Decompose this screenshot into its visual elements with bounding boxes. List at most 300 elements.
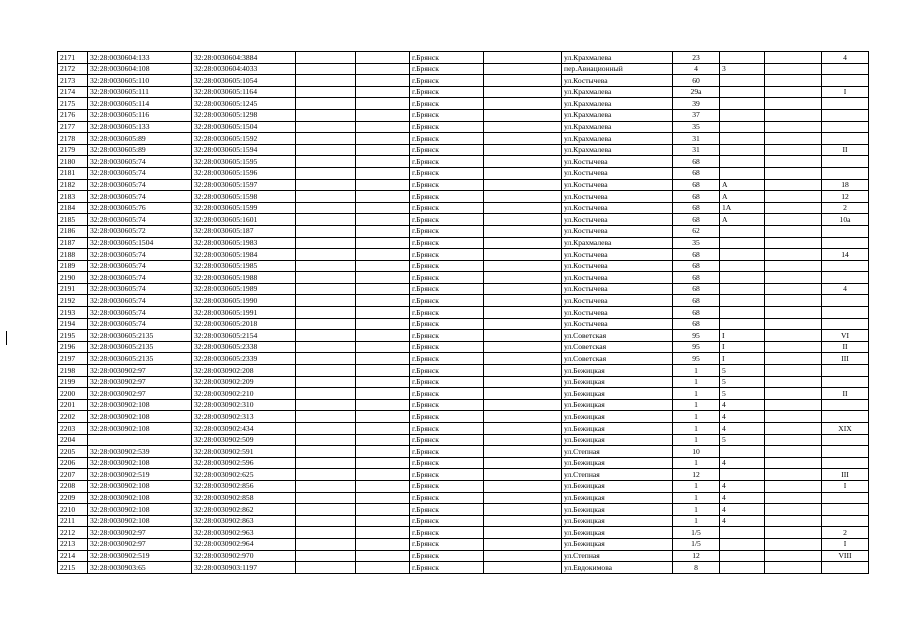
- row-number-cell: 2180: [58, 156, 88, 168]
- row-number-cell: 2182: [58, 179, 88, 191]
- table-row: [58, 550, 869, 562]
- city-cell: г.Брянск: [410, 237, 484, 249]
- empty-cell: [765, 341, 822, 353]
- parent-cadastral-number-cell: 32:28:0030605:74: [88, 167, 192, 179]
- parent-cadastral-number-cell: 32:28:0030605:1504: [88, 237, 192, 249]
- row-number-cell: 2194: [58, 318, 88, 330]
- city-cell: г.Брянск: [410, 133, 484, 145]
- premises-number-cell: [822, 492, 869, 504]
- premises-number-cell: VIII: [822, 550, 869, 562]
- street-cell: ул.Крахмалева: [562, 86, 673, 98]
- building-letter-cell: 5: [720, 434, 765, 446]
- cadastral-number-cell: 32:28:0030902:964: [192, 538, 296, 550]
- empty-cell: [356, 191, 410, 203]
- empty-cell: [296, 330, 356, 342]
- city-cell: г.Брянск: [410, 283, 484, 295]
- empty-cell: [484, 167, 562, 179]
- empty-cell: [296, 52, 356, 64]
- row-number-cell: 2192: [58, 295, 88, 307]
- empty-cell: [484, 156, 562, 168]
- cadastral-number-cell: 32:28:0030902:313: [192, 411, 296, 423]
- parent-cadastral-number-cell: 32:28:0030605:74: [88, 260, 192, 272]
- empty-cell: [765, 237, 822, 249]
- house-number-cell: 12: [673, 469, 720, 481]
- empty-cell: [296, 399, 356, 411]
- empty-cell: [765, 365, 822, 377]
- row-number-cell: 2189: [58, 260, 88, 272]
- empty-cell: [296, 109, 356, 121]
- street-cell: ул.Евдокимова: [562, 562, 673, 574]
- row-number-cell: 2197: [58, 353, 88, 365]
- table-row: [58, 399, 869, 411]
- empty-cell: [484, 480, 562, 492]
- empty-cell: [356, 388, 410, 400]
- table-row: [58, 492, 869, 504]
- empty-cell: [296, 492, 356, 504]
- building-letter-cell: 4: [720, 515, 765, 527]
- cadastral-number-cell: 32:28:0030902:863: [192, 515, 296, 527]
- empty-cell: [765, 307, 822, 319]
- table-row: [58, 330, 869, 342]
- house-number-cell: 1: [673, 480, 720, 492]
- house-number-cell: 68: [673, 156, 720, 168]
- table-body: [58, 52, 869, 574]
- empty-cell: [296, 562, 356, 574]
- empty-cell: [484, 550, 562, 562]
- street-cell: ул.Костычева: [562, 260, 673, 272]
- empty-cell: [296, 179, 356, 191]
- parent-cadastral-number-cell: 32:28:0030605:74: [88, 295, 192, 307]
- street-cell: ул.Крахмалева: [562, 52, 673, 64]
- parent-cadastral-number-cell: 32:28:0030902:108: [88, 504, 192, 516]
- premises-number-cell: [822, 504, 869, 516]
- premises-number-cell: [822, 156, 869, 168]
- cadastral-number-cell: 32:28:0030604:4033: [192, 63, 296, 75]
- row-number-cell: 2178: [58, 133, 88, 145]
- house-number-cell: 95: [673, 353, 720, 365]
- street-cell: ул.Бежицкая: [562, 538, 673, 550]
- house-number-cell: 1: [673, 492, 720, 504]
- empty-cell: [356, 52, 410, 64]
- parent-cadastral-number-cell: 32:28:0030604:108: [88, 63, 192, 75]
- row-number-cell: 2214: [58, 550, 88, 562]
- parent-cadastral-number-cell: 32:28:0030605:89: [88, 144, 192, 156]
- row-number-cell: 2201: [58, 399, 88, 411]
- city-cell: г.Брянск: [410, 63, 484, 75]
- empty-cell: [484, 121, 562, 133]
- street-cell: ул.Костычева: [562, 156, 673, 168]
- empty-cell: [765, 121, 822, 133]
- table-row: [58, 179, 869, 191]
- cadastral-number-cell: 32:28:0030902:310: [192, 399, 296, 411]
- empty-cell: [356, 504, 410, 516]
- house-number-cell: 1/5: [673, 538, 720, 550]
- empty-cell: [356, 318, 410, 330]
- street-cell: ул.Бежицкая: [562, 457, 673, 469]
- row-number-cell: 2199: [58, 376, 88, 388]
- city-cell: г.Брянск: [410, 260, 484, 272]
- empty-cell: [765, 376, 822, 388]
- parent-cadastral-number-cell: 32:28:0030902:97: [88, 365, 192, 377]
- empty-cell: [356, 423, 410, 435]
- empty-cell: [765, 133, 822, 145]
- table-row: [58, 376, 869, 388]
- table-row: [58, 133, 869, 145]
- premises-number-cell: [822, 515, 869, 527]
- parent-cadastral-number-cell: 32:28:0030903:65: [88, 562, 192, 574]
- empty-cell: [296, 260, 356, 272]
- cadastral-number-cell: 32:28:0030902:856: [192, 480, 296, 492]
- parent-cadastral-number-cell: 32:28:0030605:72: [88, 225, 192, 237]
- street-cell: ул.Бежицкая: [562, 515, 673, 527]
- table-row: [58, 538, 869, 550]
- empty-cell: [765, 156, 822, 168]
- row-number-cell: 2212: [58, 527, 88, 539]
- premises-number-cell: 10а: [822, 214, 869, 226]
- empty-cell: [356, 75, 410, 87]
- premises-number-cell: VI: [822, 330, 869, 342]
- row-number-cell: 2206: [58, 457, 88, 469]
- building-letter-cell: [720, 86, 765, 98]
- row-number-cell: 2210: [58, 504, 88, 516]
- empty-cell: [765, 260, 822, 272]
- table-row: [58, 562, 869, 574]
- house-number-cell: 10: [673, 446, 720, 458]
- house-number-cell: 1: [673, 388, 720, 400]
- cadastral-number-cell: 32:28:0030605:1504: [192, 121, 296, 133]
- city-cell: г.Брянск: [410, 144, 484, 156]
- building-letter-cell: 4: [720, 457, 765, 469]
- street-cell: ул.Бежицкая: [562, 411, 673, 423]
- parent-cadastral-number-cell: 32:28:0030902:519: [88, 550, 192, 562]
- empty-cell: [356, 527, 410, 539]
- street-cell: ул.Бежицкая: [562, 388, 673, 400]
- street-cell: ул.Степная: [562, 469, 673, 481]
- building-letter-cell: 4: [720, 492, 765, 504]
- table-row: [58, 272, 869, 284]
- city-cell: г.Брянск: [410, 550, 484, 562]
- city-cell: г.Брянск: [410, 318, 484, 330]
- empty-cell: [765, 492, 822, 504]
- street-cell: ул.Костычева: [562, 191, 673, 203]
- house-number-cell: 31: [673, 144, 720, 156]
- table-row: [58, 191, 869, 203]
- table-row: [58, 434, 869, 446]
- empty-cell: [296, 295, 356, 307]
- cadastral-number-cell: 32:28:0030605:1595: [192, 156, 296, 168]
- building-letter-cell: 4: [720, 504, 765, 516]
- building-letter-cell: I: [720, 353, 765, 365]
- street-cell: ул.Бежицкая: [562, 399, 673, 411]
- street-cell: ул.Степная: [562, 550, 673, 562]
- table-row: [58, 388, 869, 400]
- house-number-cell: 1: [673, 399, 720, 411]
- cadastral-number-cell: 32:28:0030605:1054: [192, 75, 296, 87]
- building-letter-cell: [720, 527, 765, 539]
- parent-cadastral-number-cell: 32:28:0030902:108: [88, 423, 192, 435]
- parent-cadastral-number-cell: 32:28:0030902:97: [88, 376, 192, 388]
- premises-number-cell: II: [822, 388, 869, 400]
- house-number-cell: 1: [673, 434, 720, 446]
- cadastral-number-cell: 32:28:0030902:208: [192, 365, 296, 377]
- building-letter-cell: [720, 167, 765, 179]
- empty-cell: [484, 225, 562, 237]
- building-letter-cell: 5: [720, 365, 765, 377]
- table-row: [58, 341, 869, 353]
- city-cell: г.Брянск: [410, 399, 484, 411]
- building-letter-cell: [720, 446, 765, 458]
- empty-cell: [765, 423, 822, 435]
- empty-cell: [484, 133, 562, 145]
- house-number-cell: 1: [673, 515, 720, 527]
- city-cell: г.Брянск: [410, 249, 484, 261]
- row-number-cell: 2184: [58, 202, 88, 214]
- house-number-cell: 37: [673, 109, 720, 121]
- premises-number-cell: [822, 295, 869, 307]
- house-number-cell: 68: [673, 283, 720, 295]
- empty-cell: [356, 515, 410, 527]
- parent-cadastral-number-cell: [88, 434, 192, 446]
- empty-cell: [296, 144, 356, 156]
- empty-cell: [765, 527, 822, 539]
- parent-cadastral-number-cell: 32:28:0030605:111: [88, 86, 192, 98]
- parent-cadastral-number-cell: 32:28:0030605:74: [88, 307, 192, 319]
- building-letter-cell: [720, 133, 765, 145]
- premises-number-cell: [822, 446, 869, 458]
- empty-cell: [356, 144, 410, 156]
- empty-cell: [296, 318, 356, 330]
- row-number-cell: 2186: [58, 225, 88, 237]
- street-cell: ул.Костычева: [562, 249, 673, 261]
- street-cell: ул.Бежицкая: [562, 434, 673, 446]
- empty-cell: [484, 388, 562, 400]
- city-cell: г.Брянск: [410, 527, 484, 539]
- empty-cell: [765, 504, 822, 516]
- street-cell: ул.Костычева: [562, 167, 673, 179]
- empty-cell: [296, 527, 356, 539]
- empty-cell: [765, 98, 822, 110]
- empty-cell: [296, 515, 356, 527]
- cadastral-number-cell: 32:28:0030902:591: [192, 446, 296, 458]
- empty-cell: [356, 376, 410, 388]
- premises-number-cell: II: [822, 341, 869, 353]
- premises-number-cell: [822, 75, 869, 87]
- cadastral-number-cell: 32:28:0030605:1990: [192, 295, 296, 307]
- empty-cell: [484, 446, 562, 458]
- house-number-cell: 29а: [673, 86, 720, 98]
- empty-cell: [484, 63, 562, 75]
- parent-cadastral-number-cell: 32:28:0030902:108: [88, 515, 192, 527]
- city-cell: г.Брянск: [410, 86, 484, 98]
- building-letter-cell: [720, 156, 765, 168]
- empty-cell: [296, 341, 356, 353]
- cadastral-number-cell: 32:28:0030605:2154: [192, 330, 296, 342]
- cadastral-number-cell: 32:28:0030605:1298: [192, 109, 296, 121]
- street-cell: ул.Советская: [562, 330, 673, 342]
- premises-number-cell: 2: [822, 202, 869, 214]
- empty-cell: [296, 353, 356, 365]
- city-cell: г.Брянск: [410, 411, 484, 423]
- street-cell: ул.Бежицкая: [562, 376, 673, 388]
- empty-cell: [484, 538, 562, 550]
- table-row: [58, 411, 869, 423]
- empty-cell: [296, 434, 356, 446]
- parent-cadastral-number-cell: 32:28:0030902:108: [88, 399, 192, 411]
- parent-cadastral-number-cell: 32:28:0030604:133: [88, 52, 192, 64]
- building-letter-cell: [720, 121, 765, 133]
- empty-cell: [356, 307, 410, 319]
- table-row: [58, 86, 869, 98]
- empty-cell: [296, 538, 356, 550]
- empty-cell: [296, 446, 356, 458]
- empty-cell: [296, 480, 356, 492]
- city-cell: г.Брянск: [410, 388, 484, 400]
- empty-cell: [765, 191, 822, 203]
- building-letter-cell: 1А: [720, 202, 765, 214]
- building-letter-cell: 4: [720, 399, 765, 411]
- building-letter-cell: [720, 318, 765, 330]
- row-number-cell: 2173: [58, 75, 88, 87]
- premises-number-cell: II: [822, 144, 869, 156]
- empty-cell: [296, 237, 356, 249]
- empty-cell: [296, 423, 356, 435]
- table-row: [58, 423, 869, 435]
- house-number-cell: 1: [673, 457, 720, 469]
- parent-cadastral-number-cell: 32:28:0030902:97: [88, 388, 192, 400]
- parent-cadastral-number-cell: 32:28:0030902:539: [88, 446, 192, 458]
- house-number-cell: 68: [673, 295, 720, 307]
- building-letter-cell: [720, 75, 765, 87]
- empty-cell: [484, 399, 562, 411]
- empty-cell: [296, 376, 356, 388]
- table-row: [58, 457, 869, 469]
- city-cell: г.Брянск: [410, 191, 484, 203]
- cadastral-number-cell: 32:28:0030902:434: [192, 423, 296, 435]
- street-cell: ул.Бежицкая: [562, 527, 673, 539]
- cadastral-number-cell: 32:28:0030902:963: [192, 527, 296, 539]
- row-number-cell: 2202: [58, 411, 88, 423]
- cadastral-number-cell: 32:28:0030605:2338: [192, 341, 296, 353]
- empty-cell: [356, 249, 410, 261]
- empty-cell: [356, 202, 410, 214]
- house-number-cell: 68: [673, 191, 720, 203]
- table-row: [58, 214, 869, 226]
- empty-cell: [356, 98, 410, 110]
- row-number-cell: 2176: [58, 109, 88, 121]
- premises-number-cell: III: [822, 353, 869, 365]
- city-cell: г.Брянск: [410, 376, 484, 388]
- house-number-cell: 68: [673, 307, 720, 319]
- empty-cell: [356, 480, 410, 492]
- empty-cell: [765, 550, 822, 562]
- house-number-cell: 35: [673, 237, 720, 249]
- empty-cell: [296, 388, 356, 400]
- empty-cell: [356, 109, 410, 121]
- parent-cadastral-number-cell: 32:28:0030902:108: [88, 457, 192, 469]
- row-number-cell: 2195: [58, 330, 88, 342]
- premises-number-cell: [822, 225, 869, 237]
- city-cell: г.Брянск: [410, 480, 484, 492]
- house-number-cell: 68: [673, 260, 720, 272]
- table-row: [58, 318, 869, 330]
- city-cell: г.Брянск: [410, 98, 484, 110]
- parent-cadastral-number-cell: 32:28:0030902:519: [88, 469, 192, 481]
- row-number-cell: 2205: [58, 446, 88, 458]
- building-letter-cell: [720, 469, 765, 481]
- house-number-cell: 68: [673, 318, 720, 330]
- empty-cell: [765, 457, 822, 469]
- empty-cell: [296, 272, 356, 284]
- city-cell: г.Брянск: [410, 353, 484, 365]
- empty-cell: [484, 52, 562, 64]
- empty-cell: [765, 75, 822, 87]
- empty-cell: [484, 98, 562, 110]
- city-cell: г.Брянск: [410, 538, 484, 550]
- house-number-cell: 1/5: [673, 527, 720, 539]
- building-letter-cell: [720, 52, 765, 64]
- empty-cell: [484, 75, 562, 87]
- house-number-cell: 31: [673, 133, 720, 145]
- empty-cell: [484, 283, 562, 295]
- parent-cadastral-number-cell: 32:28:0030605:133: [88, 121, 192, 133]
- cadastral-number-cell: 32:28:0030902:858: [192, 492, 296, 504]
- premises-number-cell: 2: [822, 527, 869, 539]
- house-number-cell: 1: [673, 365, 720, 377]
- empty-cell: [484, 295, 562, 307]
- row-number-cell: 2203: [58, 423, 88, 435]
- premises-number-cell: 12: [822, 191, 869, 203]
- city-cell: г.Брянск: [410, 341, 484, 353]
- street-cell: ул.Костычева: [562, 179, 673, 191]
- city-cell: г.Брянск: [410, 179, 484, 191]
- house-number-cell: 35: [673, 121, 720, 133]
- row-number-cell: 2185: [58, 214, 88, 226]
- house-number-cell: 68: [673, 272, 720, 284]
- empty-cell: [765, 353, 822, 365]
- house-number-cell: 68: [673, 214, 720, 226]
- table-row: [58, 469, 869, 481]
- empty-cell: [765, 515, 822, 527]
- house-number-cell: 1: [673, 376, 720, 388]
- building-letter-cell: [720, 144, 765, 156]
- parent-cadastral-number-cell: 32:28:0030902:108: [88, 492, 192, 504]
- empty-cell: [484, 365, 562, 377]
- property-register-table: [57, 51, 869, 574]
- empty-cell: [356, 260, 410, 272]
- empty-cell: [356, 272, 410, 284]
- city-cell: г.Брянск: [410, 562, 484, 574]
- empty-cell: [356, 550, 410, 562]
- street-cell: ул.Костычева: [562, 225, 673, 237]
- empty-cell: [484, 527, 562, 539]
- row-number-cell: 2208: [58, 480, 88, 492]
- premises-number-cell: 4: [822, 283, 869, 295]
- street-cell: ул.Крахмалева: [562, 144, 673, 156]
- empty-cell: [356, 457, 410, 469]
- empty-cell: [484, 562, 562, 574]
- empty-cell: [765, 480, 822, 492]
- street-cell: ул.Бежицкая: [562, 492, 673, 504]
- building-letter-cell: [720, 538, 765, 550]
- house-number-cell: 1: [673, 423, 720, 435]
- city-cell: г.Брянск: [410, 365, 484, 377]
- empty-cell: [296, 121, 356, 133]
- empty-cell: [296, 411, 356, 423]
- house-number-cell: 23: [673, 52, 720, 64]
- empty-cell: [484, 423, 562, 435]
- street-cell: ул.Бежицкая: [562, 423, 673, 435]
- parent-cadastral-number-cell: 32:28:0030605:110: [88, 75, 192, 87]
